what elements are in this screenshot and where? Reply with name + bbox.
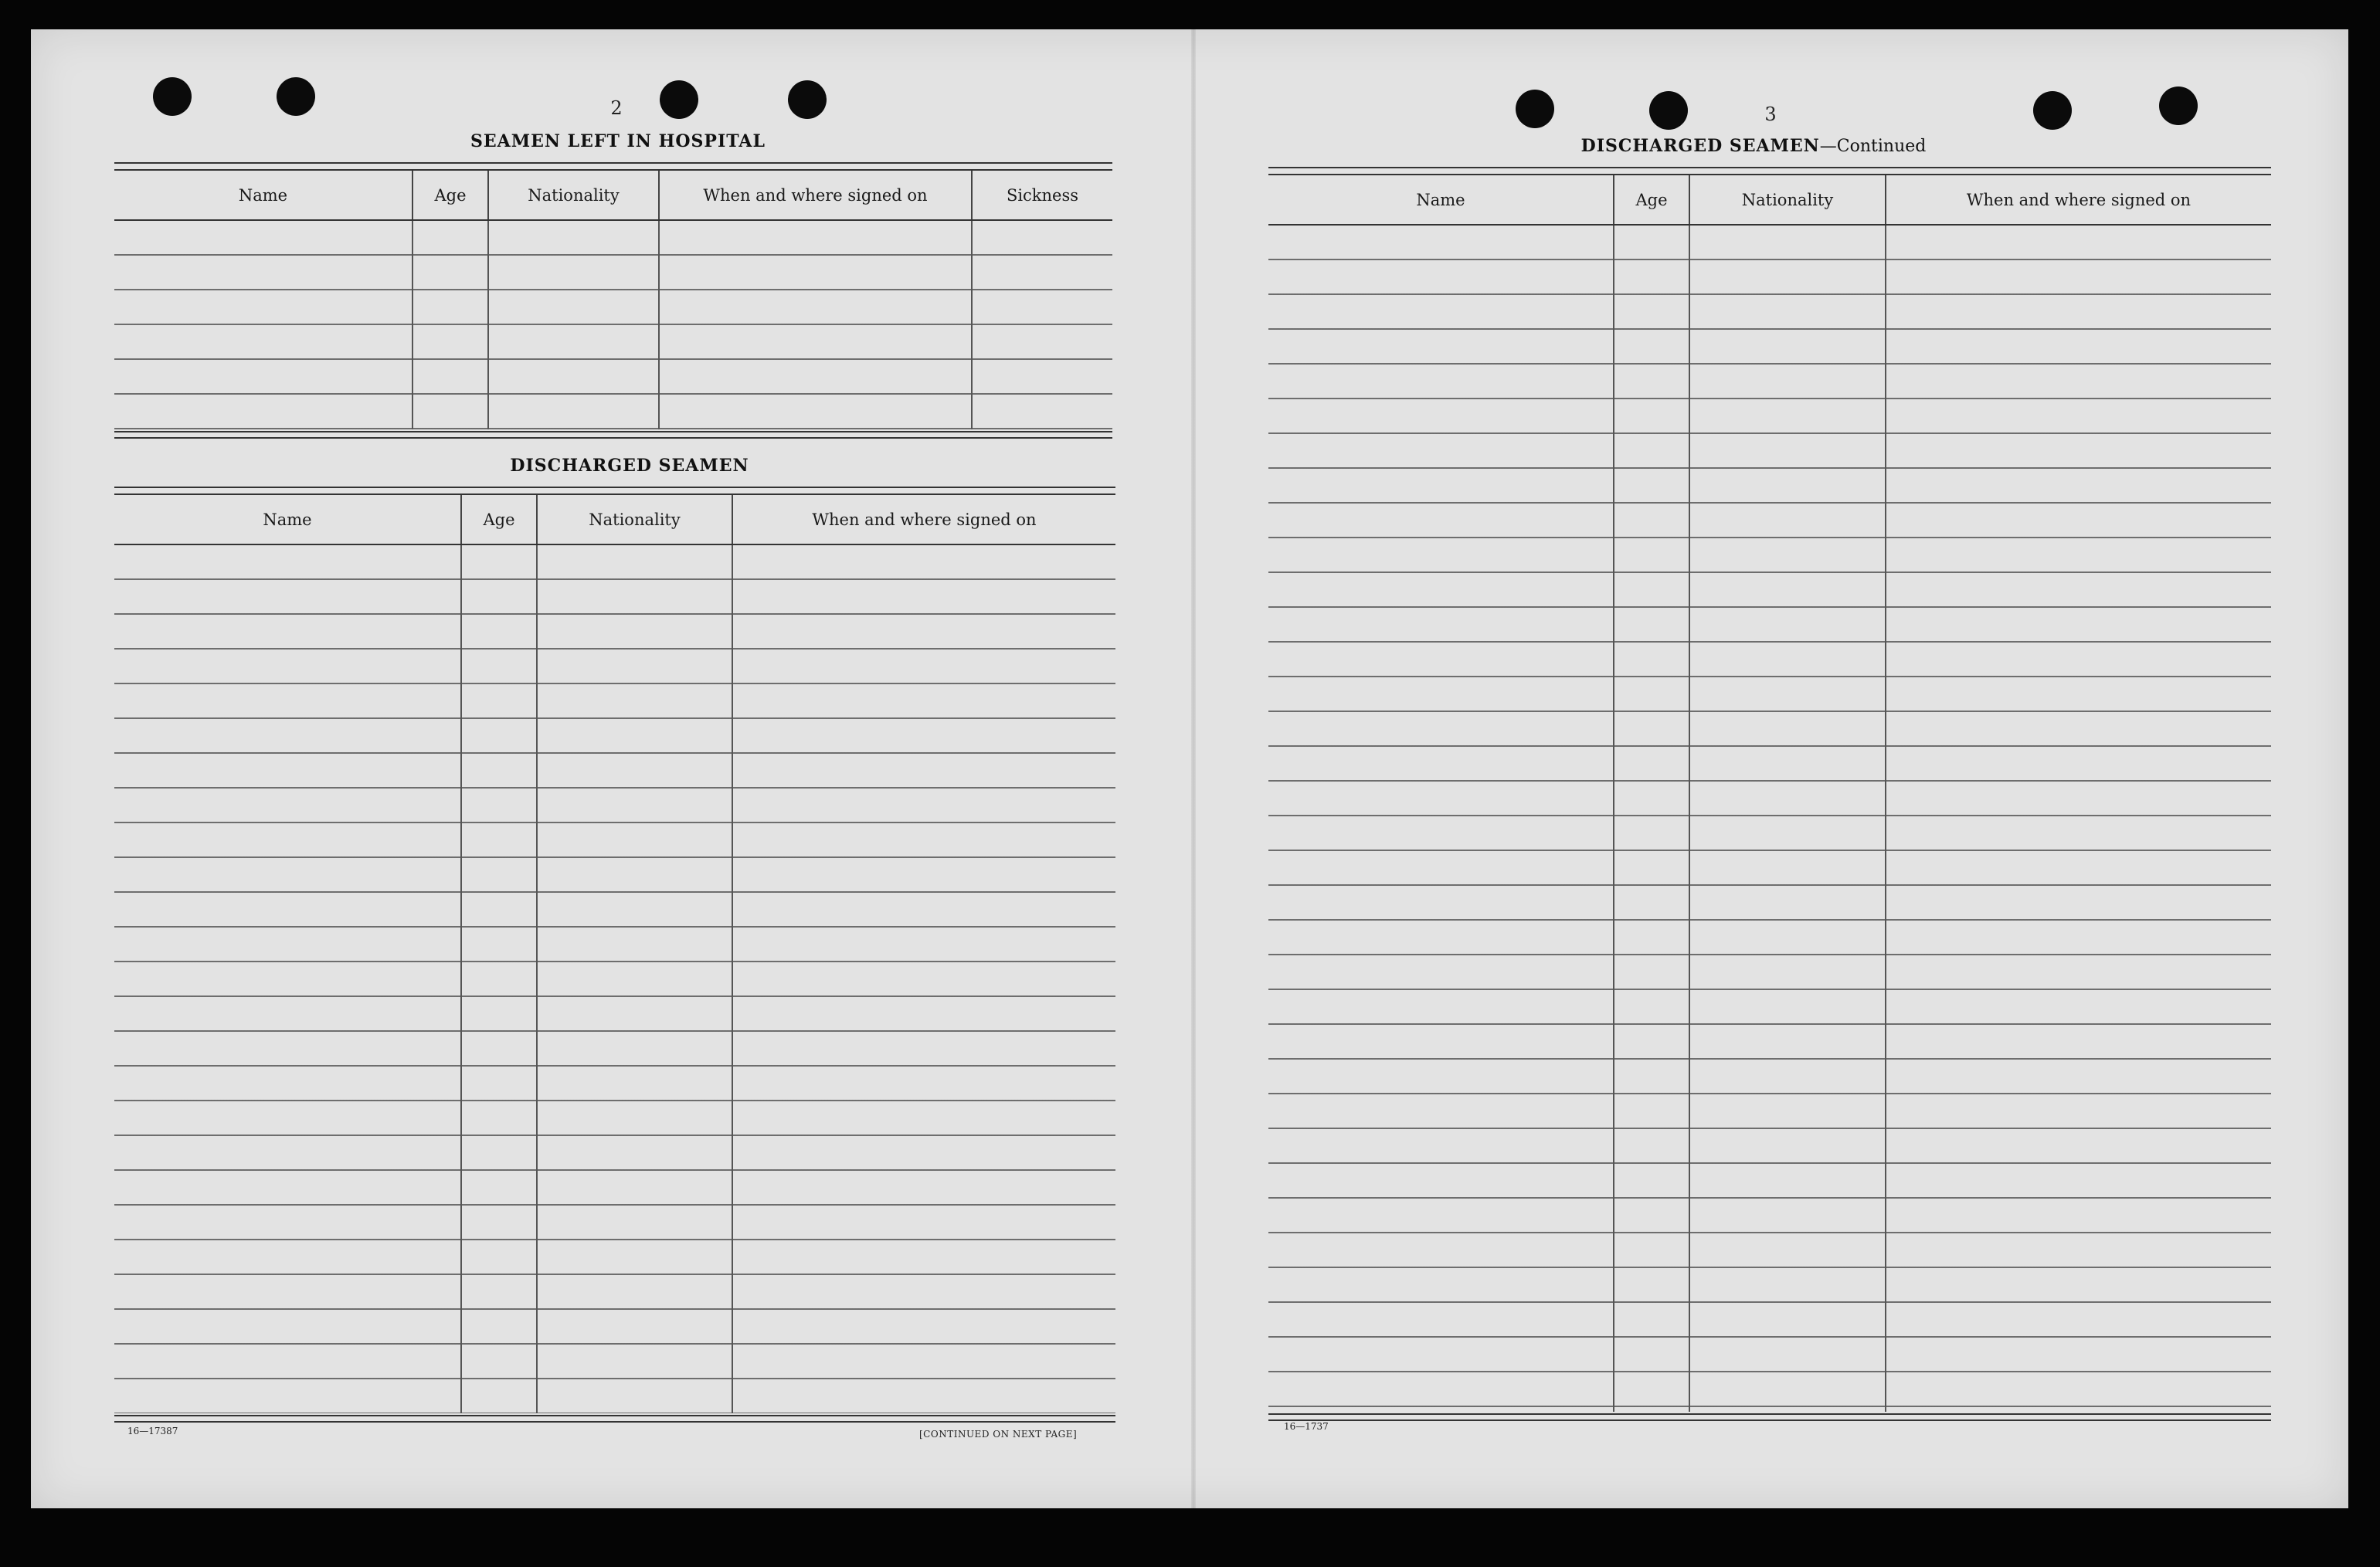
column-header-nationality: Nationality xyxy=(538,495,733,544)
punch-hole xyxy=(788,80,827,119)
title-main: DISCHARGED SEAMEN xyxy=(1580,136,1820,156)
hospital-table xyxy=(114,162,1112,440)
column-header-nationality: Nationality xyxy=(1690,175,1886,224)
column-header-name: Name xyxy=(114,171,413,219)
table-bottom-rule xyxy=(1268,1413,2271,1421)
discharged-continued-table xyxy=(1268,167,2271,1421)
column-header-age: Age xyxy=(413,171,489,219)
table-top-rule xyxy=(1268,167,2271,175)
discharged-section-title: DISCHARGED SEAMEN xyxy=(510,456,749,476)
column-dividers xyxy=(1268,226,2271,1412)
punch-hole xyxy=(1649,91,1688,130)
punch-hole xyxy=(660,80,698,119)
discharged-continued-title xyxy=(1530,136,1978,156)
discharged-table xyxy=(114,487,1115,1423)
table-bottom-rule xyxy=(114,431,1112,439)
table-header xyxy=(1268,175,2271,226)
column-dividers xyxy=(114,545,1115,1413)
form-number-right: 16—1737 xyxy=(1284,1421,1329,1432)
table-header xyxy=(114,171,1112,221)
column-dividers xyxy=(114,221,1112,429)
column-header-age: Age xyxy=(462,495,538,544)
table-header xyxy=(114,495,1115,545)
column-header-signed-on: When and where signed on xyxy=(812,510,1037,529)
column-header-sickness: Sickness xyxy=(1006,185,1079,205)
column-header-nationality: Nationality xyxy=(489,171,660,219)
punch-hole xyxy=(153,77,192,116)
column-header-signed-on: When and where signed on xyxy=(1966,190,2192,209)
page-number-left: 2 xyxy=(610,97,623,119)
table-top-rule xyxy=(114,162,1112,171)
page-fold xyxy=(1191,29,1196,1508)
punch-hole xyxy=(1516,90,1554,128)
page-number-right: 3 xyxy=(1764,103,1777,125)
title-suffix: —Continued xyxy=(1819,137,1927,156)
punch-hole xyxy=(2033,91,2072,130)
column-header-name: Name xyxy=(1268,175,1614,224)
table-bottom-rule xyxy=(114,1415,1115,1423)
punch-hole xyxy=(2159,86,2198,125)
column-header-name: Name xyxy=(114,495,462,544)
continued-note: [CONTINUED ON NEXT PAGE] xyxy=(919,1429,1078,1440)
column-header-age: Age xyxy=(1614,175,1690,224)
table-top-rule xyxy=(114,487,1115,495)
form-number-left: 16—17387 xyxy=(127,1426,178,1436)
hospital-section-title: SEAMEN LEFT IN HOSPITAL xyxy=(470,131,766,151)
punch-hole xyxy=(277,77,315,116)
column-header-signed-on: When and where signed on xyxy=(660,171,973,219)
